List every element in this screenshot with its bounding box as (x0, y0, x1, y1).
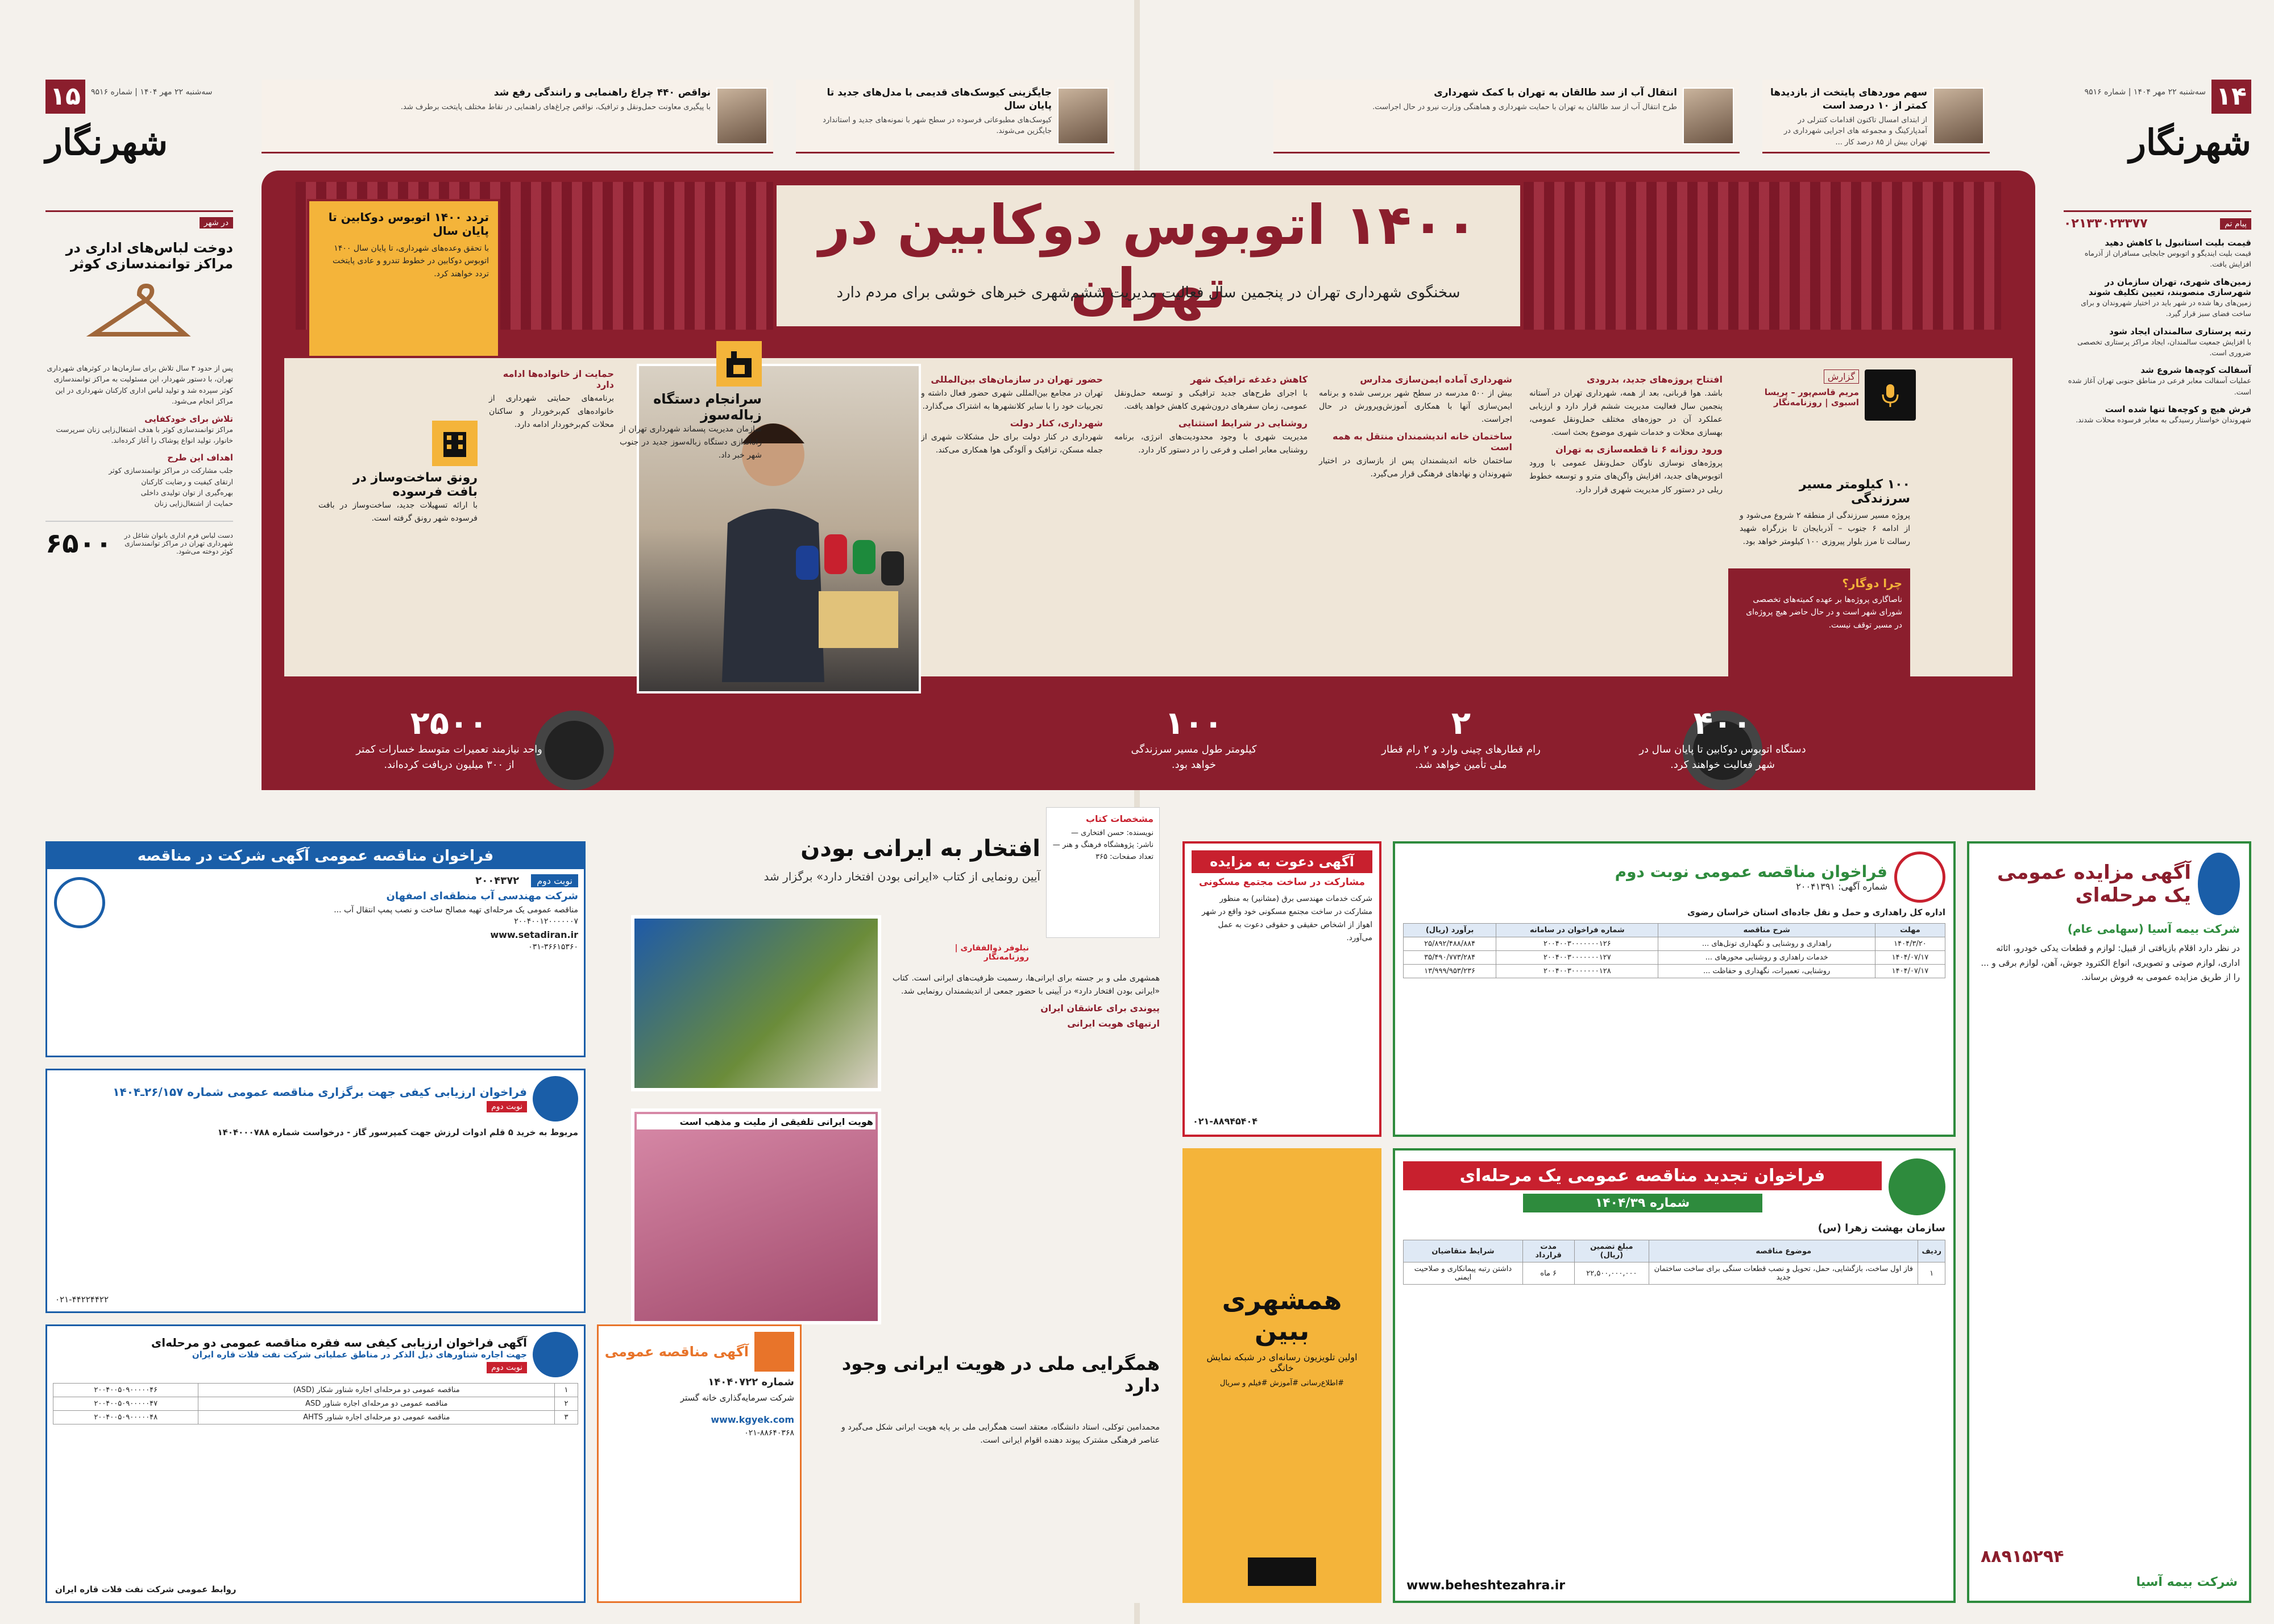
teaser-4-title: نواقص ۴۴۰ چراغ راهنمایی و رانندگی رفع شد (493, 87, 711, 98)
callout-top-text: با تحقق وعده‌های شهرداری، تا پایان سال ۱۴۰۰ اتوبوس دوکابین در خطوط تندرو و عادی پایتخت تردد خواهند کرد. (332, 244, 489, 279)
cell: ۲ (555, 1397, 578, 1411)
behesht-org: سازمان بهشت زهرا (س) (1817, 1222, 1945, 1234)
column-subhead: ساختمان خانه اندیشمندان منتقل به همه است (1333, 431, 1512, 453)
teaser-4-photo (716, 88, 767, 144)
right-sidebar-item[interactable] (2064, 277, 2251, 319)
culture-photo2 (631, 1108, 881, 1324)
side-box-renovation (318, 421, 478, 591)
stat-4 (352, 705, 546, 784)
oil-logo-icon (533, 1332, 578, 1377)
cell: داشتن رتبه پیمانکاری و صلاحیت ایمنی (1404, 1262, 1523, 1285)
tv-logo-icon (1248, 1557, 1316, 1586)
report-tag-block (1740, 369, 1859, 472)
article-column (1319, 369, 1512, 688)
table-row (1404, 1262, 1945, 1285)
column-text: باشد. هوا قربانی، بعد از همه، شهرداری تهران در آستانه پنجمین سال فعالیت مدیریت ششم قرار دارد و ارزیابی عملکرد آن در حوزه‌های مختلف حمل‌ونقل عمومی، بهسازی محلات و خدمات شهری موضوع بحث است. (1529, 389, 1723, 438)
teaser-1-title: سهم موردهای پایتخت از بازدیدها کمتر از ۱۰ درصد است (1770, 87, 1927, 111)
teaser-2-title: انتقال آب از سد طالقان به تهران با کمک شهرداری (1434, 87, 1677, 98)
behesht-number: شماره ۱۴۰۴/۳۹ (1523, 1194, 1762, 1212)
gas1-round: نوبت دوم (487, 1101, 527, 1112)
teaser-3-body: کیوسک‌های مطبوعاتی فرسوده در سطح شهر با نمونه‌های جدید و استاندارد جایگزین می‌شوند. (823, 115, 1052, 136)
auction-body: شرکت خدمات مهندسی برق (مشانیر) به منظور مشارکت در ساخت مجتمع مسکونی خود واقع در شهر اهواز از اشخاص حقیقی و حقوقی دعوت به عمل می‌آورد. (1202, 894, 1372, 942)
water-phone[interactable]: ۰۳۱-۳۶۶۱۵۳۶۰ (528, 942, 578, 952)
left-goals-title: اهداف این طرح (167, 452, 233, 463)
cell: ۱ (1918, 1262, 1945, 1285)
right-date-line: سه‌شنبه ۲۲ مهر ۱۴۰۴ | شماره ۹۵۱۶ (2084, 88, 2206, 97)
water-number: ۲۰۰۴۳۷۲ (475, 875, 520, 887)
culture-byline: نیلوفر ذوالفقاری | روزنامه‌نگار (955, 944, 1029, 962)
culture-photo (631, 915, 881, 1091)
column-text: پروژه‌های نوسازی ناوگان حمل‌ونقل عمومی با ورود اتوبوس‌های جدید، افزایش واگن‌های مترو و توسعه خطوط ریلی در دستور کار مدیریت شهری قرار دارد. (1529, 459, 1723, 495)
goal-item: ارتقای کیفیت و رضایت کارکنان (141, 477, 233, 486)
right-sidebar-item[interactable] (2064, 365, 2251, 397)
table-row (1404, 937, 1945, 951)
column-subhead: ورود روزانه ۶ تا قطعه‌سازی به تهران (1555, 444, 1723, 455)
cell: خدمات راهداری و روشنایی محورهای ... (1658, 951, 1875, 965)
stat-2 (1376, 705, 1546, 784)
building-icon (432, 421, 478, 466)
cell: ۱ (555, 1384, 578, 1397)
culture-article2: محمدامین توکلی، استاد دانشگاه، معتقد است همگرایی ملی بر پایه هویت ایرانی شکل می‌گیرد و عناصر فرهنگی مشترک پیوند دهنده اقوام ایرانی است. (841, 1423, 1160, 1446)
road-tender-org: اداره کل راهداری و حمل و نقل جاده‌ای استان خراسان رضوی (1687, 907, 1945, 917)
column-text: ساختمان خانه اندیشمندان پس از بازسازی در اختیار شهروندان و نهادهای فرهنگی قرار می‌گیرد. (1319, 456, 1512, 479)
gas-logo-icon (533, 1076, 578, 1122)
byline: مریم قاسم‌پور – پریسا اسبوی | روزنامه‌نگار (1764, 387, 1859, 408)
teaser-1-photo (1933, 88, 1984, 144)
microphones-cluster (785, 523, 921, 648)
water-round: نوبت دوم (531, 874, 578, 887)
stat-4-number: ۲۵۰۰ (410, 705, 488, 742)
table-row (53, 1411, 578, 1424)
ad-gas-1[interactable] (45, 1069, 586, 1313)
teaser-1-body: از ابتدای امسال تاکنون اقدامات کنترلی در آمدپارکینگ و مجموعه های اجرایی شهرداری در تهران بیش از ۸۵ درصد کار ... (1783, 115, 1927, 147)
microphone-icon (1865, 369, 1916, 421)
lead-text: پروژه مسیر سرزندگی از منطقه ۲ شروع می‌شود و از ادامه ۶ جنوب – آذربایجان تا بزرگراه شهید رسالت تا مرز بلوار پیروزی ۱۰۰ کیلومتر خواهد بود. (1740, 511, 1910, 547)
column-subhead: روشنایی در شرایط استثنایی (1178, 418, 1308, 429)
teaser-4-body: با پیگیری معاونت حمل‌ونقل و ترافیک، نواقص چراغ‌های راهنمایی در نقاط مختلف پایتخت برطرف شد. (400, 102, 711, 111)
right-page-number: ۱۴ (2211, 80, 2251, 114)
left-stat-label: دست لباس فرم اداری بانوان شاغل در شهرداری تهران در مراکز توانمندسازی کوثر دوخته می‌شود. (124, 531, 233, 555)
kgyek-phone[interactable]: ۰۲۱-۸۸۶۴۰۳۶۸ (744, 1428, 794, 1438)
behesht-table (1403, 1240, 1945, 1285)
stat-3-number: ۱۰۰ (1164, 705, 1223, 742)
stat-4-label: واحد نیازمند تعمیرات متوسط خسارات کمتر از ۳۰۰ میلیون دریافت کرده‌اند. (356, 744, 542, 771)
cell: مناقصه عمومی دو مرحله‌ای اجاره شناور AHTS (198, 1411, 555, 1424)
callout-top (307, 199, 500, 358)
insurance-body: در نظر دارد اقلام بازیافتی از قبیل: لوازم و قطعات یدکی خودرو، اثاثه اداری، لوازم صوتی و تصویری، انواع الکترود جوش، آهن، لوازم برقی و ... را از طریق مزایده عمومی به فروش برساند. (1981, 943, 2240, 982)
book-card (1046, 807, 1160, 938)
left-article2-title: تلاش برای خودکفایی (144, 413, 233, 424)
right-sidebar-item-title: زمین‌های شهری، تهران سازمان در شهرسازی منصوبند، تعیین تکلیف شوند (2088, 276, 2251, 297)
right-sidebar-item-text: با افزایش جمعیت سالمندان، ایجاد مراکز پرستاری تخصصی ضروری است. (2077, 337, 2251, 357)
cell: ۲۰۰۴۰۰۳۰۰۰۰۰۰۰۱۲۷ (1496, 951, 1658, 965)
cell: ۲۰۰۴۰۰۵۰۹۰۰۰۰۰۴۶ (53, 1384, 198, 1397)
column-text: شهرداری در کنار دولت برای حل مشکلات شهری از جمله مسکن، ترافیک و آلودگی هوا همکاری می‌کند. (921, 433, 1103, 455)
culture-subhead1: پیوندی برای عاشقان ایران (1040, 1003, 1160, 1014)
table-header: برآورد (ریال) (1404, 924, 1496, 937)
gas2-subtitle: جهت اجاره شناورهای ذیل الذکر در مناطق عملیاتی شرکت نفت فلات قاره ایران (192, 1349, 527, 1360)
cell: مناقصه عمومی دو مرحله‌ای اجاره شناور شکار (ASD) (198, 1384, 555, 1397)
culture-headline2: همگرایی ملی در هویت ایرانی وجود دارد (841, 1353, 1160, 1396)
cell: ۲۲,۵۰۰,۰۰۰,۰۰۰ (1574, 1262, 1649, 1285)
table-header: مبلغ تضمین (ریال) (1574, 1240, 1649, 1262)
kgyek-number: شماره ۱۴۰۴۰۷۲۲ (708, 1376, 794, 1388)
ad-water-tender[interactable] (45, 841, 586, 1057)
kgyek-website[interactable]: www.kgyek.com (711, 1414, 794, 1425)
right-sidebar-item[interactable] (2064, 238, 2251, 270)
water-logo-icon (54, 877, 105, 928)
hamshahri-tv-tags: #اطلاع‌رسانی #آموزش #فیلم و سریال (1219, 1379, 1345, 1388)
road-tender-table (1403, 923, 1945, 978)
stat-1-number: ۴۰۰ (1693, 705, 1752, 742)
stat-1 (1637, 705, 1808, 784)
ad-auction[interactable] (1182, 841, 1381, 1137)
kgyek-title: آگهی مناقصه عمومی (604, 1344, 749, 1360)
behesht-title: فراخوان تجدید مناقصه عمومی یک مرحله‌ای (1403, 1161, 1882, 1190)
ad-road-tender[interactable] (1393, 841, 1956, 1137)
right-sidebar-item-text: زمین‌های رها شده در شهر باید در اختیار شهروندان و برای ساخت فضای سبز قرار گیرد. (2081, 298, 2251, 318)
left-logo: شهرنگار (45, 122, 168, 163)
gas1-title: فراخوان ارزیابی کیفی جهت برگزاری مناقصه عمومی شماره ۲۶/۱۵۷ـ۱۴۰۴ (113, 1085, 527, 1099)
photo-caption: هویت ایرانی تلفیقی از ملیت و مذهب است (637, 1114, 875, 1129)
water-org: شرکت مهندسی آب منطقه‌ای اصفهان (386, 890, 578, 902)
bimeh-asia-logo-icon (2198, 853, 2240, 915)
stat-1-label: دستگاه اتوبوس دوکابین تا پایان سال در شهر فعالیت خواهند کرد. (1639, 744, 1806, 771)
teaser-3[interactable] (796, 80, 1114, 153)
teaser-4[interactable] (262, 80, 773, 153)
teaser-2[interactable] (1273, 80, 1740, 153)
stat-3-label: کیلومتر طول مسیر سرزندگی خواهد بود. (1131, 744, 1257, 771)
behesht-logo-icon (1889, 1158, 1945, 1215)
cell: ۳۵/۴۹۰/۷۷۳/۲۸۴ (1404, 951, 1496, 965)
question-box-text: ناصاگاری پروژه‌ها بر عهده کمیته‌های تخصصی شورای شهر است و در حال حاضر هیچ پروژه‌ای در مسیر توقف نیست. (1746, 595, 1902, 630)
culture-article (893, 972, 1160, 1031)
column-subhead: حضور تهران در سازمان‌های بین‌المللی (931, 374, 1103, 385)
cell: ۳ (555, 1411, 578, 1424)
gas2-table (53, 1383, 578, 1424)
left-stat-number: ۶۵۰۰ (45, 527, 113, 559)
gas1-body: مربوط به خرید ۵ قلم ادوات لرزش جهت کمپرسور گاز - درخواست شماره ۱۴۰۴۰۰۰۷۸۸ (217, 1127, 578, 1137)
culture-headline: افتخار به ایرانی بودن (800, 836, 1040, 862)
insurance-company: شرکت بیمه آسیا (سهامی عام) (2067, 922, 2240, 936)
road-tender-title: فراخوان مناقصه عمومی نوبت دوم (1615, 862, 1887, 881)
table-header: مدت قرارداد (1522, 1240, 1574, 1262)
cell: ۲۰۰۴۰۰۳۰۰۰۰۰۰۰۱۲۸ (1496, 965, 1658, 978)
gas2-round: نوبت دوم (487, 1362, 527, 1373)
right-phone: ۰۲۱۳۳۰۲۳۳۷۷ (2064, 217, 2148, 231)
callout-top-title: تردد ۱۴۰۰ اتوبوس دوکابین تا پایان سال (328, 210, 489, 238)
insurance-footer: شرکت بیمه آسیا (2136, 1575, 2238, 1589)
hamshahri-tv-title: همشهری ببین (1222, 1285, 1342, 1346)
right-sidebar (2064, 210, 2251, 779)
column-text: بیش از ۵۰۰ مدرسه در سطح شهر بررسی شده و برنامه ایمن‌سازی آنها با همکاری آموزش‌وپرورش در حال اجراست. (1319, 389, 1512, 425)
question-box-title: چرا دوگار؟ (1842, 576, 1902, 590)
left-stat-box (45, 521, 233, 559)
road-logo-icon (1894, 852, 1945, 903)
side-box1-title: سرانجام دستگاه زباله‌سوز (653, 391, 762, 423)
column-text: با اجرای طرح‌های جدید ترافیکی و توسعه حمل‌ونقل عمومی، زمان سفرهای درون‌شهری کاهش خواهد یافت. (1114, 389, 1308, 412)
right-sidebar-item[interactable] (2064, 326, 2251, 359)
cell: ۱۴۰۴/۰۷/۱۷ (1875, 951, 1945, 965)
right-phone-label: پیام‌ تم (2220, 218, 2251, 230)
book-card-text: نویسنده: حسن افتخاری — ناشر: پژوهشگاه فرهنگ و هنر — تعداد صفحات: ۳۶۵ (1052, 829, 1153, 861)
cell: ۱۴۰۴/۰۷/۱۷ (1875, 965, 1945, 978)
cell: ۲۰۰۴۰۰۵۰۹۰۰۰۰۰۴۸ (53, 1411, 198, 1424)
left-article2-text: مراکز توانمندسازی کوثر با هدف اشتغال‌زایی زنان سرپرست خانوار، تولید انواع پوشاک را آغاز کرده‌اند. (56, 425, 233, 445)
left-article1-title: دوخت لباس‌های اداری در مراکز توانمندسازی کوثر (65, 240, 233, 272)
goal-item: بهره‌گیری از توان تولیدی داخلی (140, 488, 233, 497)
right-masthead (2047, 80, 2251, 176)
behesht-website[interactable]: www.beheshtezahra.ir (1406, 1579, 1566, 1593)
kgyek-company: شرکت سرمایه‌گذاری خانه گستر (680, 1393, 794, 1403)
culture-article-text: همشهری ملی و بر جسته برای ایرانی‌ها، رسمیت ظرفیت‌های ایرانی است. کتاب «ایرانی بودن افتخار دارد» در آیینی با حضور جمعی از اندیشمندان رونمایی شد. (893, 974, 1160, 996)
goal-item: حمایت از اشتغال‌زایی زنان (154, 499, 233, 508)
column-subhead: شهرداری، کنار دولت (1010, 418, 1103, 429)
ad-insurance[interactable] (1967, 841, 2251, 1603)
table-header: شماره فراخوان در سامانه (1496, 924, 1658, 937)
column-subhead: حمایت از خانواده‌ها ادامه دارد (503, 368, 614, 390)
table-header: شرح مناقصه (1658, 924, 1875, 937)
column-subhead: افتتاح پروژه‌های جدید، بدرودی (1587, 374, 1723, 385)
water-desc: مناقصه عمومی یک مرحله‌ای تهیه مصالح ساخت و نصب پمپ انتقال آب ... (334, 906, 578, 915)
left-section-tag: در شهر (200, 217, 233, 229)
cell: ۱۴۰۴/۳/۲۰ (1875, 937, 1945, 951)
ad-hamshahri-tv[interactable] (1182, 1148, 1381, 1603)
left-page-number: ۱۵ (45, 80, 85, 114)
table-row (53, 1397, 578, 1411)
teaser-2-photo (1683, 88, 1734, 144)
cell: ۱۳/۹۹۹/۹۵۳/۲۳۶ (1404, 965, 1496, 978)
hanger-icon (82, 283, 196, 351)
right-sidebar-item-title: آسفالت کوچه‌ها شروع شد (2140, 365, 2251, 376)
side-box2-text: با ارائه تسهیلات جدید، ساخت‌وساز در بافت فرسوده شهر رونق گرفته است. (318, 501, 478, 524)
column-subhead: کاهش دغدغه ترافیک شهر (1190, 374, 1308, 385)
road-tender-subtitle: شماره آگهی: ۲۰۰۴۱۳۹۱ (1796, 881, 1887, 892)
gas2-footer: روابط عمومی شرکت نفت فلات قاره ایران (55, 1584, 236, 1594)
article-column (1529, 369, 1723, 688)
left-date-line: سه‌شنبه ۲۲ مهر ۱۴۰۴ | شماره ۹۵۱۶ (91, 88, 213, 97)
goal-item: جلب مشارکت در مراکز توانمندسازی کوثر (109, 466, 233, 475)
right-sidebar-item-text: شهروندان خواستار رسیدگی به معابر فرسوده محلات شدند. (2076, 416, 2251, 424)
stat-2-label: رام قطارهای چینی وارد و ۲ رام قطار ملی تأمین خواهد شد. (1381, 744, 1541, 771)
table-row (1404, 951, 1945, 965)
culture-subheadline: آیین رونمایی از کتاب «ایرانی بودن افتخار دارد» برگزار شد (763, 870, 1040, 883)
left-sidebar (45, 210, 233, 779)
table-header: مهلت (1875, 924, 1945, 937)
stat-3 (1126, 705, 1262, 784)
water-website[interactable]: www.setadiran.ir (490, 929, 578, 940)
table-row (1404, 965, 1945, 978)
bus-wheel-left (534, 711, 614, 790)
cell: مناقصه عمومی دو مرحله‌ای اجاره شناور ASD (198, 1397, 555, 1411)
insurance-title: آگهی مزایده عمومی یک مرحله‌ای (1997, 861, 2192, 907)
water-title: فراخوان مناقصه عمومی آگهی شرکت در مناقصه (47, 843, 584, 869)
culture-subhead2: ارتبهای هویت ایرانی (1067, 1018, 1160, 1029)
water-tender-no: ۲۰۰۴۰۰۱۲۰۰۰۰۰۰۷ (514, 917, 578, 926)
auction-title: آگهی دعوت به مزایده (1192, 850, 1372, 873)
cell: ۶ ماه (1522, 1262, 1574, 1285)
main-headline: ۱۴۰۰ اتوبوس دوکابین در تهران (819, 193, 1478, 321)
cell: فاز اول ساخت، بازگشایی، حمل، تحویل و نصب قطعات سنگی برای ساخت ساختمان جدید (1649, 1262, 1918, 1285)
right-sidebar-item-text: قیمت بلیت ایندیگو و اتوبوس جابجایی مسافران از آذرماه افزایش یافت. (2084, 249, 2251, 269)
teaser-3-photo (1057, 88, 1109, 144)
column-text: تهران در مجامع بین‌المللی شهری حضور فعال داشته و تجربیات خود را با سایر کلانشهرها به اشتراک می‌گذارد. (921, 389, 1103, 412)
right-sidebar-item[interactable] (2064, 404, 2251, 425)
cell: ۲۵/۸۹۲/۴۸۸/۸۸۴ (1404, 937, 1496, 951)
table-header: شرایط متقاضیان (1404, 1240, 1523, 1262)
right-sidebar-item-text: عملیات آسفالت معابر فرعی در مناطق جنوبی تهران آغاز شده است. (2068, 376, 2251, 396)
teaser-1[interactable] (1762, 80, 1990, 153)
book-card-title: مشخصات کتاب (1085, 813, 1153, 824)
article-column (921, 369, 1103, 688)
teaser-3-title: جایگزینی کیوسک‌های قدیمی با مدل‌های جدید تا پایان سال (827, 87, 1052, 111)
auction-subtitle: مشارکت در ساخت مجتمع مسکونی (1198, 877, 1366, 888)
cell: روشنایی، تعمیرات، نگهداری و حفاظت ... (1658, 965, 1875, 978)
cell: راهداری و روشنایی و نگهداری تونل‌های ... (1658, 937, 1875, 951)
side-box-waste (620, 341, 762, 568)
report-tag: گزارش (1824, 369, 1859, 384)
gas1-phone[interactable]: ۰۲۱-۴۴۲۲۴۴۲۲ (55, 1294, 109, 1305)
auction-phone[interactable]: ۰۲۱-۸۸۹۴۵۴۰۴ (1193, 1116, 1258, 1127)
left-masthead (45, 80, 250, 176)
ad-gas-2[interactable] (45, 1324, 586, 1603)
column-text: برنامه‌های حمایتی شهرداری از خانواده‌های کم‌برخوردار و ساکنان محلات کم‌برخوردار ادامه دارد. (489, 394, 614, 430)
column-text: مدیریت شهری با وجود محدودیت‌های انرژی، برنامه روشنایی معابر اصلی و فرعی را در دستور کار دارد. (1114, 433, 1308, 455)
article-column (1114, 369, 1308, 688)
right-sidebar-item-title: رتبه پرستاری سالمندان ایجاد شود (2109, 326, 2251, 337)
kgyek-logo-icon (754, 1332, 794, 1372)
side-box2-title: رونق ساخت‌وساز در بافت فرسوده (353, 471, 478, 499)
question-box (1728, 568, 1910, 688)
teaser-2-body: طرح انتقال آب از سد طالقان به تهران با حمایت شهرداری و هماهنگی وزارت نیرو در حال اجراست. (1372, 102, 1677, 111)
side-box1-text: سازمان مدیریت پسماند شهرداری تهران از راه‌اندازی دستگاه زباله‌سوز جدید در جنوب شهر خبر داد. (620, 425, 762, 460)
right-sidebar-item-title: قیمت بلیت استانبول با کاهش دهید (2105, 238, 2251, 248)
right-sidebar-item-title: فرش هیچ و کوچه‌ها تنها شده است (2105, 404, 2251, 414)
ad-behesht-zahra[interactable] (1393, 1148, 1956, 1603)
stat-2-number: ۲ (1451, 705, 1471, 742)
column-family-support (489, 364, 614, 591)
gas2-title: آگهی فراخوان ارزیابی کیفی سه فقره مناقصه عمومی دو مرحله‌ای (151, 1336, 527, 1349)
waste-incinerator-icon (716, 341, 762, 387)
table-header: موضوع مناقصه (1649, 1240, 1918, 1262)
insurance-phone[interactable]: ۸۸۹۱۵۲۹۴ (1981, 1547, 2064, 1567)
right-logo: شهرنگار (2128, 122, 2251, 163)
cell: ۲۰۰۴۰۰۵۰۹۰۰۰۰۰۴۷ (53, 1397, 198, 1411)
cell: ۲۰۰۴۰۰۳۰۰۰۰۰۰۰۱۲۶ (1496, 937, 1658, 951)
table-header: ردیف (1918, 1240, 1945, 1262)
column-subhead: شهرداری آماده ایمن‌سازی مدارس (1360, 374, 1512, 385)
left-article1-text: پس از حدود ۳ سال تلاش برای سازمان‌ها در کوثرهای شهرداری تهران، با دستور شهردار، این مسئولیت به مراکز توانمندسازی کوثر سپرده شد و تولید لباس اداری کارکنان شهرداری در این مراکز انجام می‌شود. (47, 364, 233, 406)
hamshahri-tv-subtitle: اولین تلویزیون رسانه‌ای در شبکه نمایش خانگی (1206, 1352, 1358, 1373)
table-row (53, 1384, 578, 1397)
lead-kicker: ۱۰۰ کیلومتر مسیر سرزندگی (1799, 477, 1910, 506)
ad-kgyek[interactable] (597, 1324, 802, 1603)
main-subheadline: سخنگوی شهرداری تهران در پنجمین سال فعالیت مدیریت ششم‌شهری خبرهای خوشی برای مردم دارد (836, 284, 1460, 301)
